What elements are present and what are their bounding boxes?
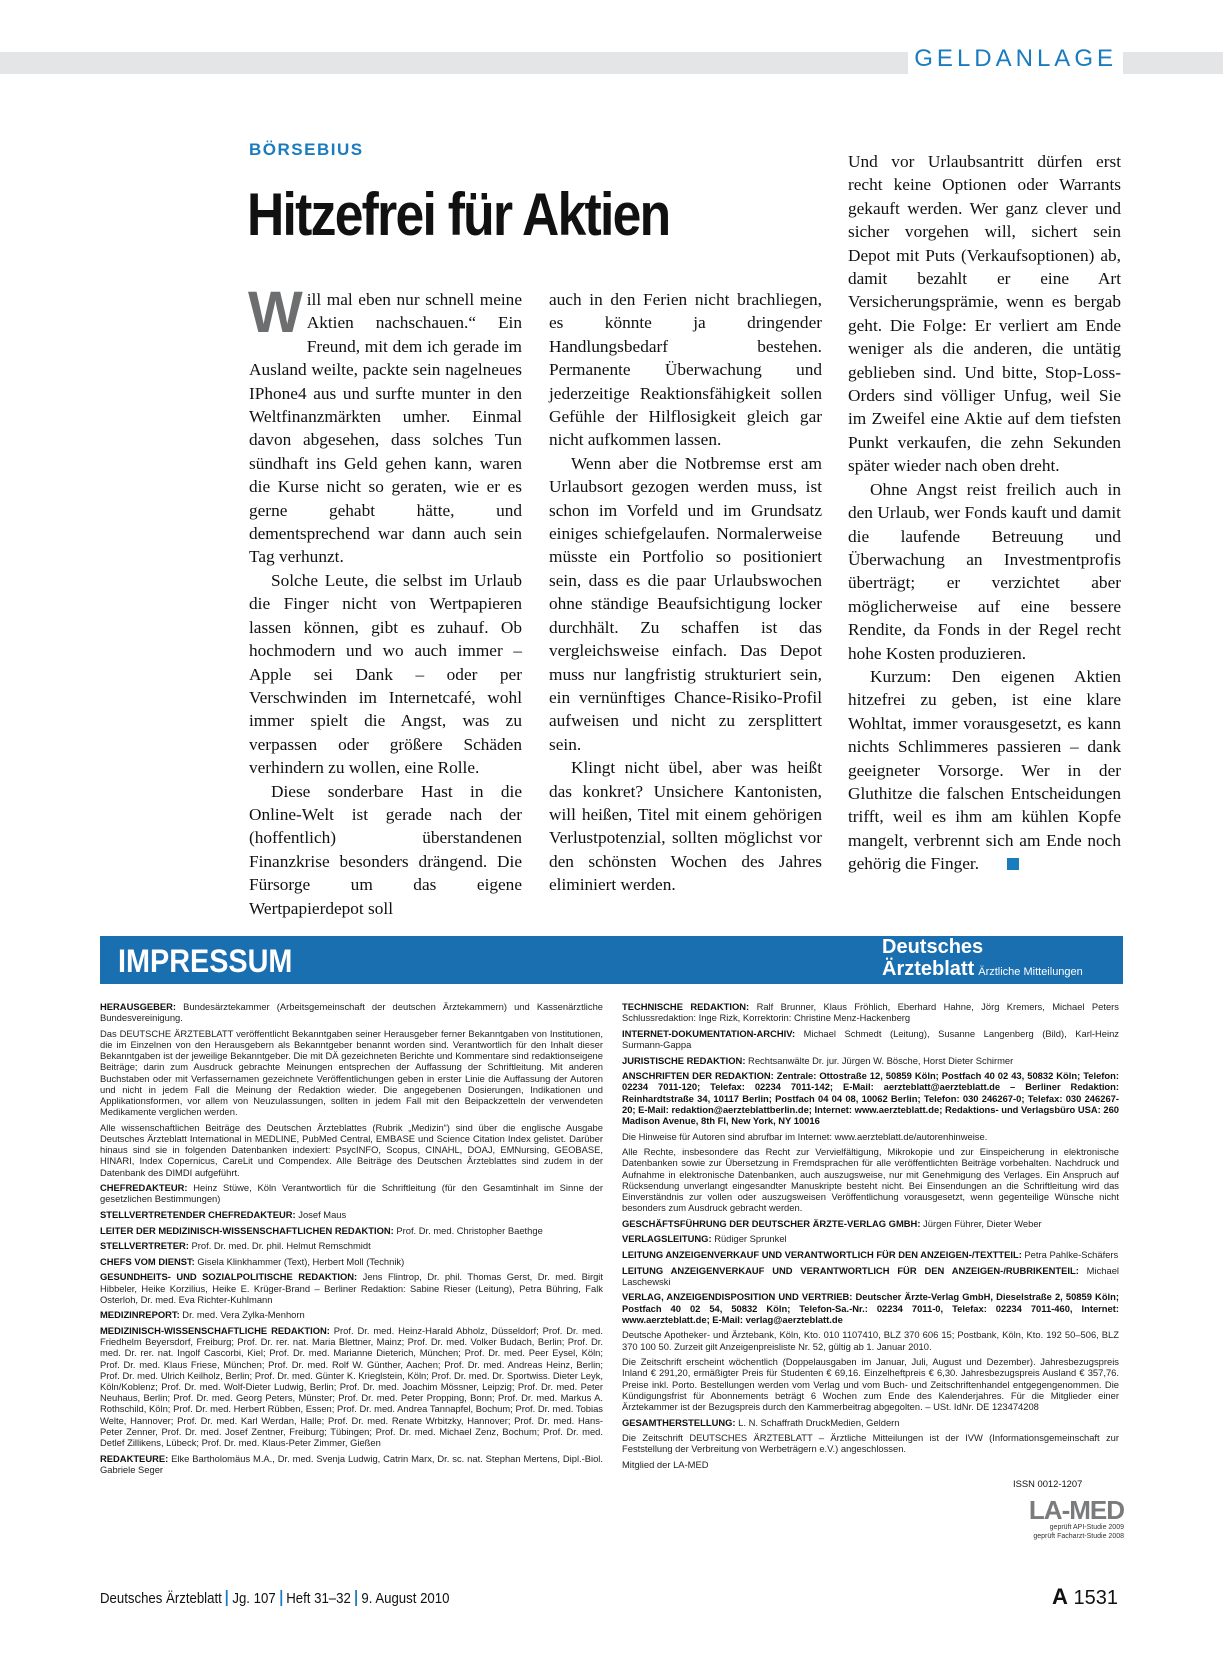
- impressum-label: STELLVERTRETENDER CHEFREDAKTEUR:: [100, 1209, 296, 1221]
- paragraph: Solche Leute, die selbst im Urlaub die Finger nicht von Wertpapieren lassen können, gibt es zuhauf. Ob hochmodern und wo auch immer – Apple sei Dank – oder per Verschwinden im Internetcafé, wohl immer spielt die Angst, was zu verpassen oder größere Schäden verhindern zu wollen, eine Rolle.: [249, 570, 522, 778]
- impressum-entry: [100, 1309, 603, 1320]
- impressum-entry: [100, 1001, 603, 1023]
- impressum-entry: [622, 1028, 1119, 1050]
- impressum-entry: [622, 1249, 1119, 1260]
- impressum-label: GESUNDHEITS- UND SOZIALPOLITISCHE REDAKTION:: [100, 1271, 358, 1283]
- article-kicker: BÖRSEBIUS: [249, 140, 364, 159]
- impressum-entry: [100, 1453, 603, 1475]
- article-column-1: [248, 280, 522, 920]
- article-column-2: [549, 288, 822, 897]
- impressum-label: TECHNISCHE REDAKTION:: [622, 1001, 750, 1012]
- article-column-3: [848, 150, 1121, 876]
- impressum-label: VERLAGSLEITUNG:: [622, 1233, 712, 1245]
- impressum-text: Alle Rechte, insbesondere das Recht zur Vervielfältigung, Mikrokopie und zur Einspeicherung in elektronische Datenbanken sowie zur Übersetzung in Fremdsprachen für alle veröffentlichten Beiträge vorbehalten. Nachdruck und Aufnahme in elektronische Datenbanken, auch auszugsweise, nur mit Genehmigung des Verlages. Ein Anspruch auf Rücksendung unverlangt eingesandter Manuskripte besteht nicht. Bei Einsendungen an die Schriftleitung wird das Einverständnis zur vollen oder auszugsweisen Veröffentlichung vorausgesetzt, wenn gegenteilige Wünsche nicht besonders zum Ausdruck gebracht werden.: [622, 1146, 1119, 1214]
- logo-subtitle: Ärztliche Mitteilungen: [978, 966, 1083, 978]
- impressum-entry: [622, 1356, 1119, 1412]
- impressum-label: LEITUNG ANZEIGENVERKAUF UND VERANTWORTLICH FÜR DEN ANZEIGEN-/RUBRIKENTEIL:: [622, 1264, 1079, 1276]
- impressum-right-column: [622, 1001, 1119, 1475]
- impressum-label: GESAMTHERSTELLUNG:: [622, 1416, 736, 1428]
- impressum-label: STELLVERTRETER:: [100, 1240, 189, 1252]
- impressum-entry: [622, 1329, 1119, 1351]
- impressum-text: Rechtsanwälte Dr. jur. Jürgen W. Bösche, Horst Dieter Schirmer: [745, 1054, 1014, 1066]
- impressum-entry: [100, 1256, 603, 1267]
- footer-journal: Deutsches Ärzteblatt: [100, 1590, 222, 1607]
- impressum-entry: [100, 1325, 603, 1448]
- impressum-text: Prof. Dr. med. Heinz-Harald Abholz, Düsseldorf; Prof. Dr. med. Friedhelm Beyersdorf, Freiburg; Prof. Dr. rer. nat. Maria Blettner, Mainz; Prof. Dr. med. Volker Budach, Berlin; Prof. Dr. med. Dr. rer. nat. Ingolf Cascorbi, Kiel; Prof. Dr. med. Marianne Dieterich, München; Prof. Dr. med. Peer Eysel, Köln; Prof. Dr. med. Klaus Friese, München; Prof. Dr. med. Rolf W. Günther, Aachen; Prof. Dr. med. Andreas Heinz, Berlin; Prof. Dr. med. Ulrich Keilholz, Berlin; Prof. Dr. med. Günter K. Krieglstein, Köln; Prof. Dr. med. Dr. Sportwiss. Dieter Leyk, Köln/Koblenz; Prof. Dr. med. Wolf-Dieter Ludwig, Berlin; Prof. Dr. med. Joachim Mössner, Leipzig; Prof. Dr. med. Peter Neuhaus, Berlin; Prof. Dr. med. Georg Peters, Münster; Prof. Dr. med. Peter Propping, Bonn; Prof. Dr. med. Markus A. Rothschild, Köln; Prof. Dr. med. Herbert Rübben, Essen; Prof. Dr. med. Andrea Tannapfel, Bochum; Prof. Dr. med. Tobias Welte, Hannover; Prof. Dr. med. Karl Werdan, Halle; Prof. Dr. med. Renate Wrbitzky, Hannover; Prof. Dr. med. Hans-Peter Zenner, Prof. Dr. med. Josef Zentner, Freiburg; Tübingen; Prof. Dr. med. Michael Zenz, Bochum; Prof. Dr. med. Detlef Zillikens, Lübeck; Prof. Dr. med. Klaus-Peter Zimmer, Gießen: [100, 1324, 603, 1449]
- impressum-entry: [100, 1225, 603, 1236]
- impressum-label: JURISTISCHE REDAKTION:: [622, 1054, 746, 1066]
- logo-line-1: Deutsches: [882, 936, 984, 958]
- page-number: A 1531: [1052, 1584, 1118, 1609]
- impressum-entry: [100, 1240, 603, 1251]
- page-footer: [100, 1590, 449, 1607]
- paragraph: [248, 280, 522, 569]
- impressum-text: Michael Schmedt (Leitung), Susanne Langenberg (Bild), Karl-Heinz Surmann-Gappa: [622, 1027, 1119, 1050]
- paragraph: [848, 665, 1121, 876]
- impressum-entry: [100, 1122, 603, 1178]
- paragraph: Ohne Angst reist freilich auch in den Urlaub, wer Fonds kauft und damit die laufende Betreuung und Überwachung an Investmentprofis überträgt; er verzichtet aber möglicherweise auf eine bessere Rendite, da Fonds in der Regel recht hohe Kosten produzieren.: [848, 479, 1121, 663]
- impressum-text: Heinz Stüwe, Köln Verantwortlich für die Schriftleitung (für den Gesamtinhalt im Sinne der gesetzlichen Bestimmungen): [100, 1182, 603, 1205]
- lamed-line-2: geprüft Facharzt-Studie 2008: [1033, 1533, 1124, 1540]
- separator: [355, 1590, 357, 1606]
- paragraph: Und vor Urlaubsantritt dürfen erst recht keine Optionen oder Warrants gekauft werden. Wer ganz clever und sicher vorgehen will, sichert sein Depot mit Puts (Verkaufsoptionen) ab, damit bezahlt er eine Art Versicherungsprämie, wenn es bergab geht. Die Folge: Er verliert am Ende weniger als die anderen, die untätig geblieben sind. Und bitte, Stop-Loss-Orders sind völliger Unfug, weil Sie im Zweifel eine Aktie auf dem tiefsten Punkt verkaufen, die zehn Sekunden später wieder nach oben dreht.: [848, 152, 1121, 476]
- end-mark-icon: [1007, 858, 1019, 870]
- impressum-text: Bundesärztekammer (Arbeitsgemeinschaft der deutschen Ärztekammern) und Kassenärztliche Bundesvereinigung.: [100, 1001, 603, 1024]
- impressum-text: Das DEUTSCHE ÄRZTEBLATT veröffentlicht Bekanntgaben seiner Herausgeber ferner Bekanntgaben von Institutionen, die im Einzelnen von den Herausgebern als Bekanntgeber benannt worden sind. Verantwortlich für den Inhalt dieser Bekanntgaben ist der jeweilige Bekanntgeber. Die mit DÄ gezeichneten Berichte und Kommentare sind redaktionseigene Beiträge; darin zum Ausdruck gebrachte Meinungen entsprechen der Auffassung der Schriftleitung. Mit anderen Buchstaben oder mit Verfassernamen gezeichnete Veröffentlichungen geben in erster Linie die Auffassung der Autoren und nicht in jedem Fall die Meinung der Redaktion wieder. Die angegebenen Dosierungen, Indikationen und Applikationsformen, vor allem von Neuzulassungen, sollten in jedem Fall mit den Beipackzetteln der verwendeten Medikamente verglichen werden.: [100, 1027, 603, 1118]
- impressum-label: MEDIZINISCH-WISSENSCHAFTLICHE REDAKTION:: [100, 1324, 330, 1336]
- impressum-entry: [100, 1271, 603, 1305]
- impressum-label: HERAUSGEBER:: [100, 1001, 177, 1012]
- impressum-label: INTERNET-DOKUMENTATION-ARCHIV:: [622, 1027, 796, 1039]
- logo-line-2: Ärzteblatt Ärztliche Mitteilungen: [882, 958, 1083, 980]
- impressum-label: ANSCHRIFTEN DER REDAKTION: Zentrale: Ottostraße 12, 50859 Köln; Postfach 40 02 43, 50832 Köln; Telefon: 02234 7011-120; Telefax: 02234 7011-142; E-Mail: aerzteblatt@aerzteblatt.de – Berliner Redaktion: Reinhardtstraße 34, 10117 Berlin; Postfach 04 04 08, 10062 Berlin; Telefon: 030 246267-0; Telefax: 030 246267-20; E-Mail: redaktion@aerzteblattberlin.de; Internet: www.aerzteblatt.de; Redaktions- und Verlagsbüro USA: 260 Madison Avenue, 8th Fl, New York, NY 10016: [622, 1070, 1119, 1126]
- impressum-entry: [622, 1001, 1119, 1023]
- impressum-left-column: [100, 1001, 603, 1479]
- impressum-text: Michael Laschewski: [622, 1264, 1119, 1287]
- impressum-text: Prof. Dr. med. Christopher Baethge: [393, 1224, 543, 1236]
- impressum-text: Jens Flintrop, Dr. phil. Thomas Gerst, Dr. med. Birgit Hibbeler, Heike Korzilius, Heike E. Krüger-Brand – Berliner Redaktion: Sabine Rieser (Leitung), Petra Bühring, Falk Osterloh, Dr. med. Eva Richter-Kuhlmann: [100, 1271, 603, 1305]
- separator: [226, 1590, 228, 1606]
- impressum-entry: [100, 1028, 603, 1118]
- impressum-text: Petra Pahlke-Schäfers: [1021, 1248, 1119, 1260]
- impressum-label: LEITER DER MEDIZINISCH-WISSENSCHAFTLICHEN REDAKTION:: [100, 1224, 394, 1236]
- impressum-text: Gisela Klinkhammer (Text), Herbert Moll (Technik): [194, 1255, 405, 1267]
- impressum-label: LEITUNG ANZEIGENVERKAUF UND VERANTWORTLICH FÜR DEN ANZEIGEN-/TEXTTEIL:: [622, 1248, 1022, 1260]
- impressum-text: Jürgen Führer, Dieter Weber: [920, 1217, 1042, 1229]
- section-label: GELDANLAGE: [908, 44, 1123, 74]
- issn: ISSN 0012-1207: [1013, 1478, 1083, 1489]
- separator: [280, 1590, 282, 1606]
- impressum-entry: [622, 1417, 1119, 1428]
- impressum-text: Josef Maus: [295, 1209, 347, 1221]
- impressum-entry: [622, 1131, 1119, 1142]
- impressum-label: MEDIZINREPORT:: [100, 1309, 180, 1321]
- impressum-entry: [622, 1432, 1119, 1454]
- impressum-entry: [622, 1218, 1119, 1229]
- journal-logo: [882, 936, 1083, 983]
- impressum-entry: [100, 1209, 603, 1220]
- paragraph-text: ill mal eben nur schnell meine Aktien nachschauen.“ Ein Freund, mit dem ich gerade im Ausland weilte, packte sein nagelneues IPhone4 aus und surfte munter in den Weltfinanzmärkten umher. Einmal davon abgesehen, dass solches Tun sündhaft ins Geld gehen kann, waren die Kurse nicht so geraten, wie er es gerne gehabt hätte, und dementsprechend war dann auch sein Tag verhunzt.: [249, 290, 522, 567]
- impressum-entry: [622, 1233, 1119, 1244]
- impressum-label: CHEFREDAKTEUR:: [100, 1182, 188, 1194]
- impressum-text: Deutsche Apotheker- und Ärztebank, Köln, Kto. 010 1107410, BLZ 370 606 15; Postbank, Köln, Kto. 192 50–506, BLZ 370 100 50. Zurzeit gilt Anzeigenpreisliste Nr. 52, gültig ab 1. Januar 2010.: [622, 1329, 1119, 1352]
- impressum-label: GESCHÄFTSFÜHRUNG DER DEUTSCHER ÄRZTE-VERLAG GMBH:: [622, 1217, 921, 1229]
- impressum-title: IMPRESSUM: [118, 943, 293, 979]
- paragraph: Wenn aber die Notbremse erst am Urlaubsort gezogen werden muss, ist schon im Vorfeld und im Grundsatz einiges schiefgelaufen. Normalerweise müsste ein Portfolio so positioniert sein, dass es die paar Urlaubswochen ohne ständige Beaufsichtigung locker durchhält. Zu schaffen ist das vergleichsweise einfach. Das Depot muss nur langfristig strukturiert sein, ein vernünftiges Chance-Risiko-Profil aufweisen und nicht zu zersplittert sein.: [549, 453, 822, 754]
- impressum-label: VERLAG, ANZEIGENDISPOSITION UND VERTRIEB: Deutscher Ärzte-Verlag GmbH, Dieselstraße 2, 50859 Köln; Postfach 40 02 54, 50832 Köln; Telefon-Sa.-Nr.: 02234 7011-0, Telefax: 02234 7011-460, Internet: www.aerzteblatt.de; E-Mail: verlag@aerzteblatt.de: [622, 1291, 1119, 1325]
- article-title: Hitzefrei für Aktien: [247, 181, 670, 248]
- impressum-text: Die Hinweise für Autoren sind abrufbar im Internet: www.aerzteblatt.de/autorenhinweise.: [622, 1130, 988, 1142]
- paragraph-text: Kurzum: Den eigenen Aktien hitzefrei zu geben, ist eine klare Wohltat, immer vorausgesetzt, es kann nichts Schlimmeres passieren – dank geeigneter Vorsorge. Wer in der Gluthitze die falschen Entscheidungen trifft, weil es ihm am kühlen Kopfe mangelt, verbrennt sich am Ende noch gehörig die Finger.: [848, 666, 1121, 874]
- footer-volume: Jg. 107: [232, 1590, 276, 1607]
- impressum-text: L. N. Schaffrath DruckMedien, Geldern: [735, 1416, 900, 1428]
- impressum-entry: [622, 1146, 1119, 1213]
- impressum-entry: [622, 1055, 1119, 1066]
- impressum-text: Mitglied der LA-MED: [622, 1458, 709, 1470]
- impressum-entry: [622, 1459, 1119, 1470]
- impressum-text: Elke Bartholomäus M.A., Dr. med. Svenja Ludwig, Catrin Marx, Dr. sc. nat. Stephan Mertens, Dipl.-Biol. Gabriele Seger: [100, 1452, 603, 1475]
- impressum-text: Alle wissenschaftlichen Beiträge des Deutschen Ärzteblattes (Rubrik „Medizin“) sind über die englische Ausgabe Deutsches Ärzteblatt International in MEDLINE, PubMed Central, EMBASE und Science Citation Index gelistet. Darüber hinaus sind sie in folgenden Datenbanken indexiert: PsycINFO, Scopus, CINAHL, DOAJ, EMNursing, GEOBASE, HINARI, Index Copernicus, CareLit und Compendex. Alle Beiträge des Deutschen Ärzteblattes sind zudem in der Datenbank des DIMDI aufgeführt.: [100, 1121, 603, 1178]
- paragraph: Klingt nicht übel, aber was heißt das konkret? Unsichere Kantonisten, will heißen, Titel mit einem gehörigen Verlustpotenzial, sollten möglichst vor den schönsten Wochen des Jahres eliminiert werden.: [549, 758, 822, 895]
- drop-cap: W: [248, 280, 303, 345]
- impressum-text: Die Zeitschrift DEUTSCHES ÄRZTEBLATT – Ärztliche Mitteilungen ist der IVW (Informationsgemeinschaft zur Feststellung der Verbreitung von Werbeträgern e.V.) angeschlossen.: [622, 1432, 1119, 1455]
- impressum-text: Ralf Brunner, Klaus Fröhlich, Eberhard Hahne, Jörg Kremers, Michael Peters Schlussredaktion: Inge Rizk, Korrektorin: Christine Menz-Hackenberg: [622, 1001, 1119, 1024]
- impressum-label: REDAKTEURE:: [100, 1452, 169, 1464]
- impressum-text: Rüdiger Sprunkel: [711, 1233, 787, 1245]
- lamed-logo: LA-MED: [1028, 1495, 1124, 1525]
- lamed-seal: [1004, 1497, 1124, 1541]
- paragraph: auch in den Ferien nicht brachliegen, es könnte ja dringender Handlungsbedarf bestehen. Permanente Überwachung und jederzeitige Reaktionsfähigkeit sollen Gefühle der Hilflosigkeit gleich gar nicht aufkommen lassen.: [549, 290, 822, 450]
- impressum-text: Prof. Dr. med. Dr. phil. Helmut Remschmidt: [188, 1240, 371, 1252]
- footer-issue: Heft 31–32: [286, 1590, 351, 1607]
- lamed-line-1: geprüft API-Studie 2009: [1049, 1524, 1124, 1531]
- impressum-text: Die Zeitschrift erscheint wöchentlich (Doppelausgaben im Januar, Juli, August und Dezember). Jahresbezugspreis Inland € 291,20, ermäßigter Preis für Studenten € 69,16. Einzelheftpreis € 6,30. Jahresbezugspreis Ausland € 357,76. Preise inkl. Porto. Bestellungen werden vom Verlag und vom Buch- und Zeitschriftenhandel entgegengenommen. Die Kündigungsfrist für Abonnements beträgt 6 Wochen zum Ende des Kalenderjahres. Für die Mitglieder einer Ärztekammer ist der Bezugspreis durch den Kammerbeitrag abgegolten. – USt. IdNr. DE 123474208: [622, 1356, 1119, 1412]
- impressum-entry: [100, 1182, 603, 1204]
- paragraph: Diese sonderbare Hast in die Online-Welt ist gerade nach der (hoffentlich) überstandenen Finanzkrise besonders drängend. Die Fürsorge um das eigene Wertpapierdepot soll: [249, 781, 522, 918]
- footer-date: 9. August 2010: [361, 1590, 450, 1607]
- impressum-entry: [622, 1070, 1119, 1126]
- impressum-label: CHEFS VOM DIENST:: [100, 1255, 195, 1267]
- impressum-text: Dr. med. Vera Zylka-Menhorn: [179, 1309, 305, 1321]
- impressum-entry: [622, 1291, 1119, 1325]
- impressum-entry: [622, 1265, 1119, 1287]
